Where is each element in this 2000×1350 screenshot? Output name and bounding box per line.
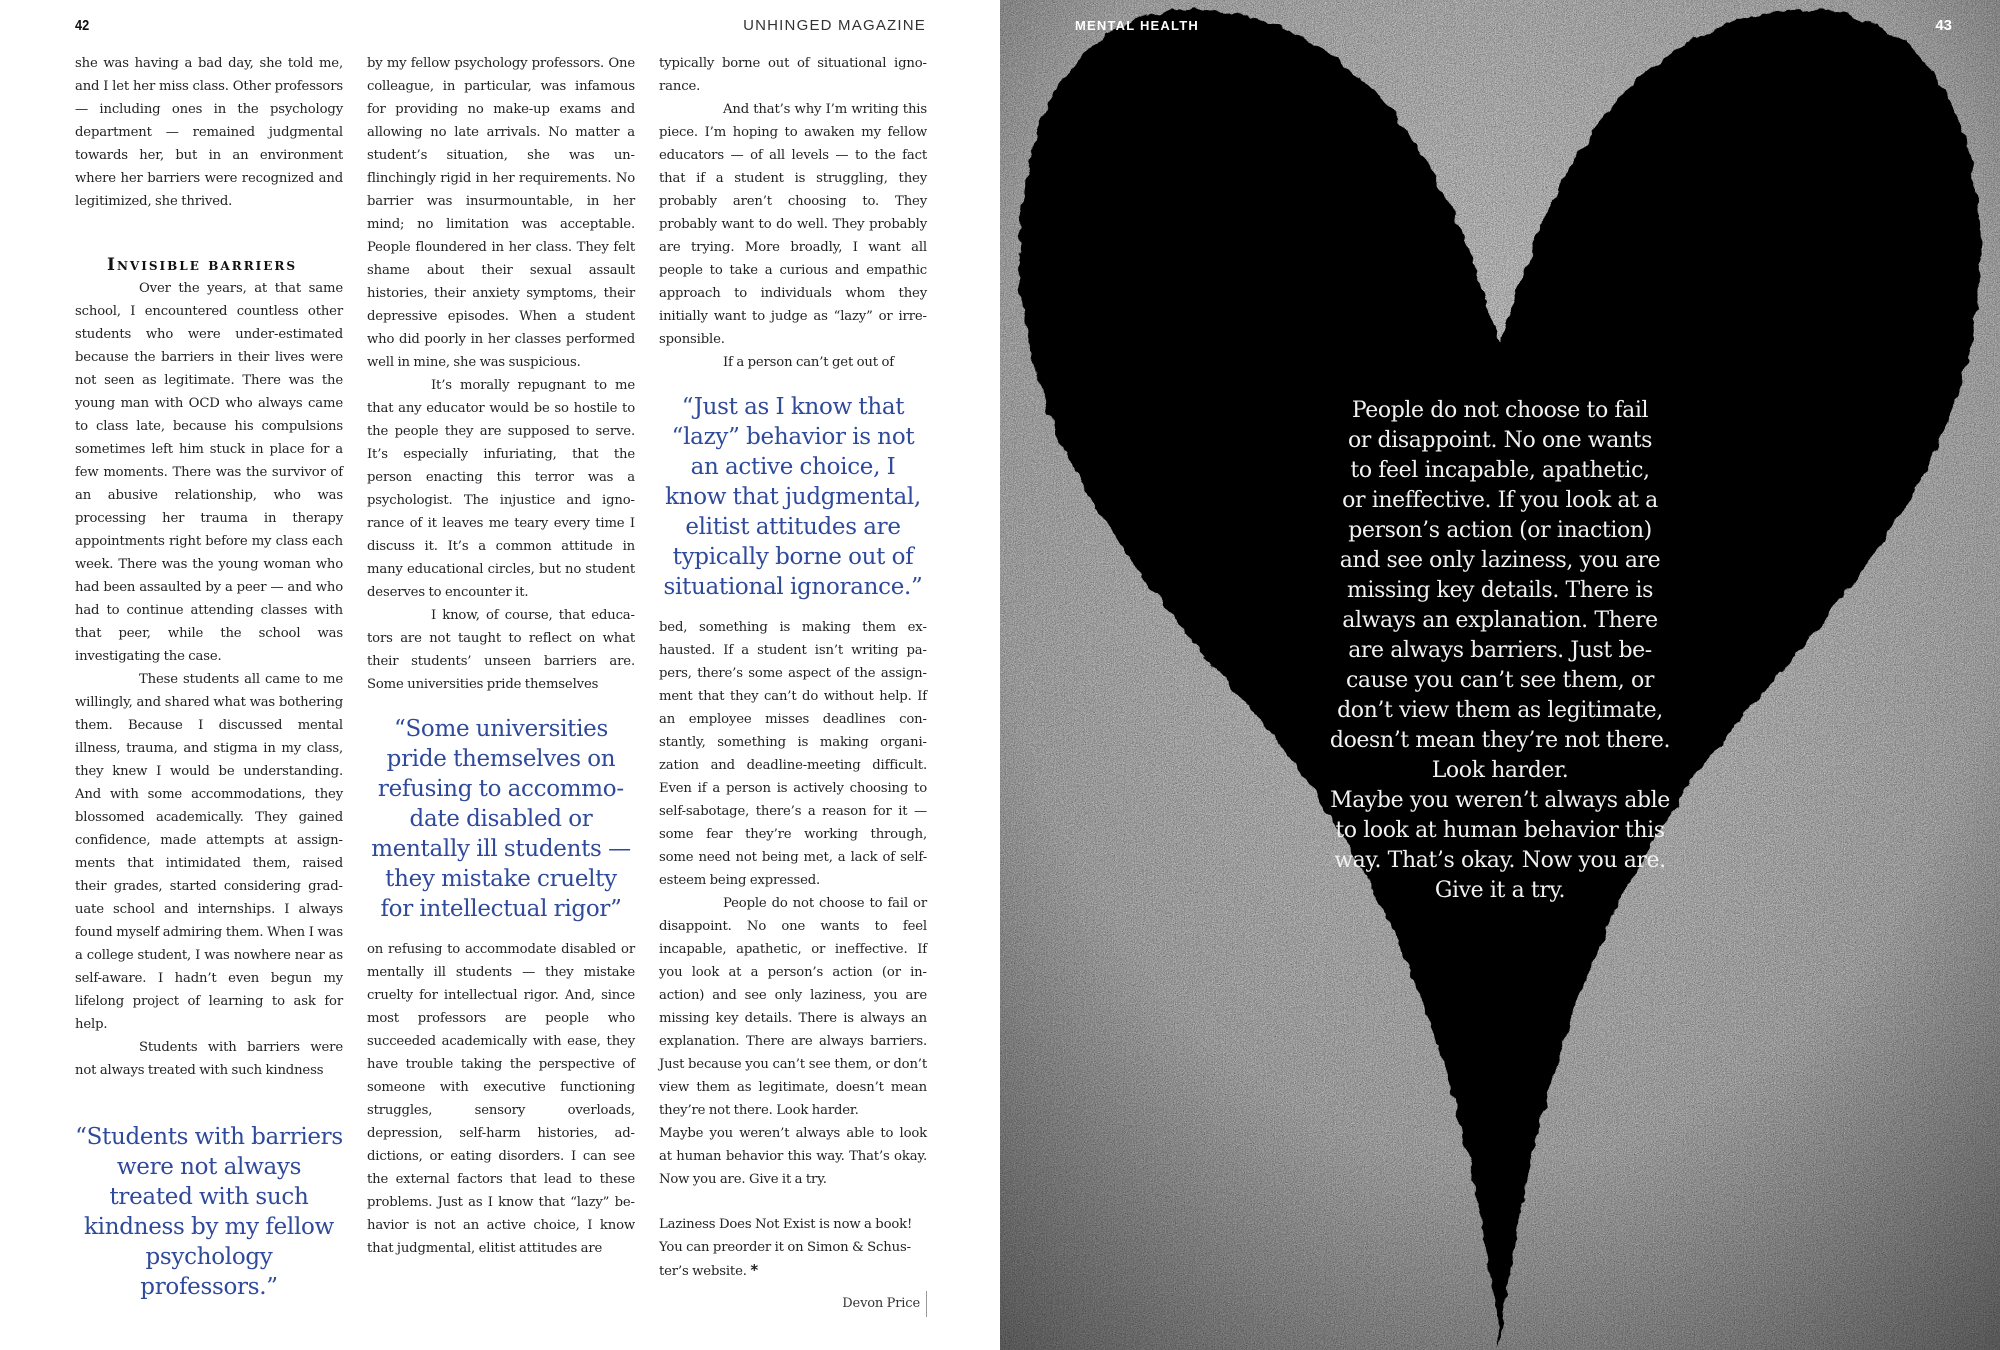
paragraph: I know, of course, that educators are not taught to reflect on what their students’ unseen barriers are. Some universities pride themselves	[367, 608, 635, 692]
paragraph: she was having a bad day, she told me, and I let her miss class. Other professors — including ones in the psychology department — remained judgmental towards her, but in an environment where her barriers were recognized and legitimized, she thrived.	[75, 56, 343, 209]
paragraph: Maybe you weren’t always able to look at human behavior this way. That’s okay. Now you are. Give it a try.	[659, 1126, 927, 1187]
magazine-masthead: UNHINGED MAGAZINE	[743, 17, 926, 34]
heart-text-line: Maybe you weren’t always able	[1330, 788, 1670, 813]
paragraph: And that’s why I’m writing this piece. I’m hoping to awaken my fellow educators — of all levels — to the fact that if a student is struggling, they probably aren’t choosing to. They probably want to do well. They probably are trying. More broadly, I want all people to take a curious and empathic approach to individuals whom they initially want to judge as “lazy” or irresponsible.	[659, 102, 927, 347]
paragraph: Students with barriers were not always treated with such kindness	[75, 1040, 343, 1078]
paragraph: by my fellow psychology professors. One colleague, in particular, was infamous for providing no make-up exams and allowing no late arrivals. No matter a student’s situation, she was unflinchingly rigid in her requirements. No barrier was insurmountable, in her mind; no limitation was acceptable. People floundered in her class. They felt shame about their sexual assault histories, their anxiety symptoms, their depressive episodes. When a student who did poorly in her classes performed well in mine, she was suspicious.	[367, 56, 635, 370]
heart-text-line: to look at human behavior this	[1335, 818, 1665, 843]
heart-text-line: or disappoint. No one wants	[1347, 428, 1653, 453]
heart-text-line: Look harder.	[1431, 758, 1569, 783]
heart-text-line: doesn’t mean they’re not there.	[1329, 728, 1671, 753]
heart-text-line: always an explanation. There	[1342, 608, 1658, 633]
paragraph: Over the years, at that same school, I encountered countless other students who were under-estimated because the barriers in their lives were not seen as legitimate. There was the young man with OCD who always came to class late, because his compulsions sometimes left him stuck in place for a few moments. There was the survivor of an abusive relationship, who was processing her trauma in therapy appointments right before my class each week. There was the young woman who had been assaulted by a peer — and who had to continue attending classes with that peer, while the school was investigating the case.	[75, 281, 343, 664]
paragraph: People do not choose to fail or disappoint. No one wants to feel incapable, apathetic, or ineffective. If you look at a person’s action (or inaction) and see only laziness, you are missing key details. There is always an explanation. There are always barriers. Just because you can’t see them, or don’t view them as legitimate, doesn’t mean they’re not there. Look harder.	[659, 896, 927, 1118]
heart-text-line: cause you can’t see them, or	[1346, 668, 1654, 693]
paragraph: on refusing to accommodate disabled or mentally ill students — they mistake cruelty for intellectual rigor. And, since most professors are people who succeeded academically with ease, they have trouble taking the perspective of someone with executive functioning struggles, sensory overloads, depression, self-harm histories, addictions, or eating disorders. I can see the external factors that lead to these problems. Just as I know that “lazy” behavior is not an active choice, I know that judgmental, elitist attitudes are	[367, 942, 635, 1256]
book-note-text: Laziness Does Not Exist is now a book! You can preorder it on Simon & Schuster’s website.	[659, 1217, 913, 1279]
section-subhead: Invisible barriers	[107, 255, 298, 275]
book-note	[659, 1213, 927, 1283]
heart-quote-text	[1300, 396, 1700, 906]
byline-wrap	[659, 1291, 927, 1317]
heart-text-line: person’s action (or inaction)	[1348, 518, 1652, 543]
paragraph: It’s morally repugnant to me that any educator would be so hostile to the people they are supposed to serve. It’s especially infuriating, that the person enacting this terror was a psychologist. The injustice and ignorance of it leaves me teary every time I discuss it. It’s a common attitude in many educational circles, but no student deserves to encounter it.	[367, 378, 635, 600]
heart-text-line: don’t view them as legitimate,	[1337, 698, 1663, 723]
article-column-1	[75, 52, 343, 1316]
paragraph: These students all came to me willingly, and shared what was bothering them. Because I discussed mental illness, trauma, and stigma in my class, they knew I would be understanding. And with some accommodations, they blossomed academically. They gained confidence, made attempts at assignments that intimidated them, raised their grades, started considering graduate school and internships. I always found myself admiring them. When I was a college student, I was nowhere near as self-aware. I hadn’t even begun my lifelong project of learning to ask for help.	[75, 672, 343, 1032]
heart-text-line: and see only laziness, you are	[1339, 548, 1661, 573]
heart-text-line: Give it a try.	[1434, 878, 1566, 903]
heart-text-line: are always barriers. Just be-	[1348, 638, 1652, 663]
pull-quote: “Just as I know that “lazy” behavior is not an active choice, I know that judgmental, elitist attitudes are typically borne out of situational ignorance.”	[663, 394, 923, 600]
end-mark-icon: *	[750, 1261, 759, 1279]
page-number-right: 43	[1935, 17, 1952, 34]
pull-quote: “Some universities pride themselves on refusing to accommodate disabled or mentally ill students — they mistake cruelty for intellectual rigor”	[371, 716, 631, 922]
paragraph: If a person can’t get out of	[723, 355, 894, 370]
heart-text-line: to feel incapable, apathetic,	[1350, 458, 1650, 483]
heart-text-line: way. That’s okay. Now you are.	[1334, 848, 1666, 873]
pull-quote: “Students with barriers were not always treated with such kindness by my fellow psychology professors.”	[75, 1124, 343, 1300]
heart-text-line: or ineffective. If you look at a	[1342, 488, 1658, 513]
heart-text-line: missing key details. There is	[1346, 578, 1654, 603]
article-column-3	[659, 52, 927, 1317]
heart-text-line: People do not choose to fail	[1351, 398, 1649, 423]
author-byline: Devon Price	[842, 1291, 927, 1317]
article-column-2	[367, 52, 635, 1260]
section-label: MENTAL HEALTH	[1075, 18, 1199, 33]
right-page	[1000, 0, 2000, 1350]
page-number-left: 42	[75, 17, 90, 34]
paragraph: bed, something is making them exhausted. If a student isn’t writing papers, there’s some aspect of the assignment that they can’t do without help. If an employee misses deadlines constantly, something is making organization and deadline-meeting difficult. Even if a person is actively choosing to self-sabotage, there’s a reason for it — some fear they’re working through, some need not being met, a lack of self-esteem being expressed.	[659, 620, 927, 888]
paragraph: typically borne out of situational ignorance.	[659, 56, 927, 94]
